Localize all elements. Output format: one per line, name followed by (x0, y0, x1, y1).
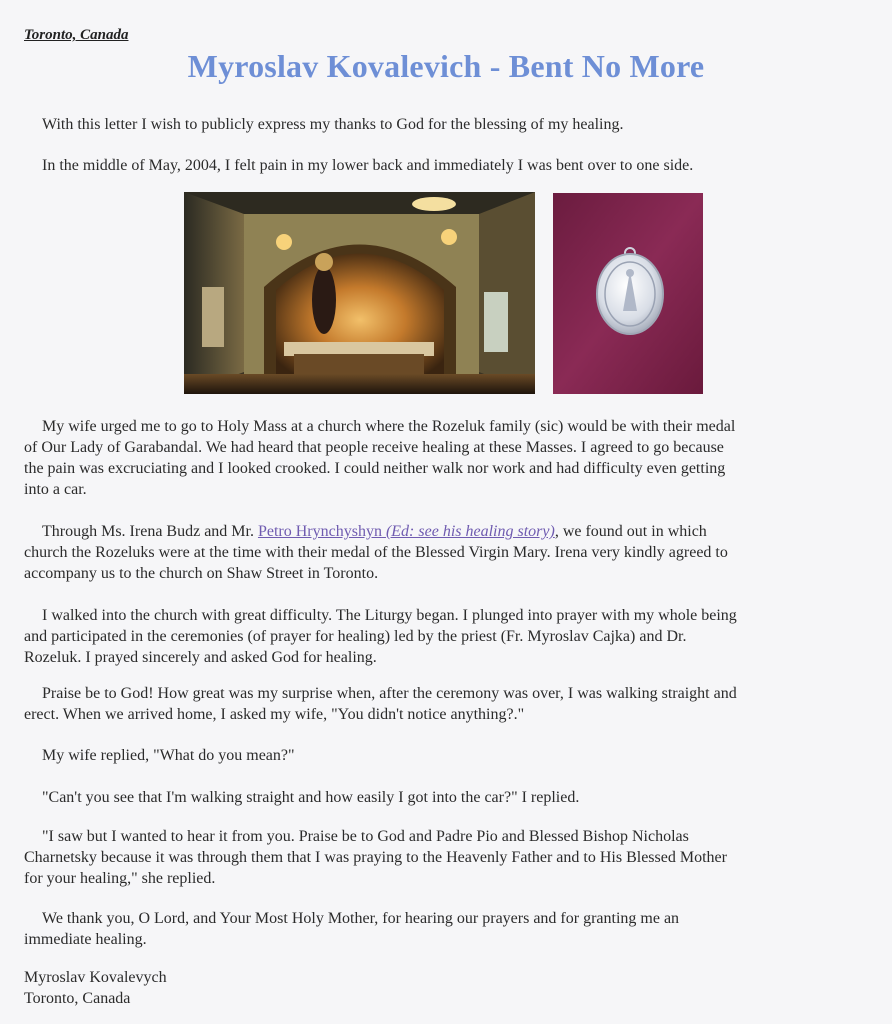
paragraph-1: With this letter I wish to publicly express my thanks to God for the blessing of my healing. (42, 116, 624, 133)
miraculous-medal-photo (553, 193, 703, 394)
paragraph-5: I walked into the church with great difficulty. The Liturgy began. I plunged into prayer with my whole being and participated in the ceremonies (of prayer for healing) led by the priest (Fr. Myroslav Cajka) and Dr. Rozeluk. I prayed sincerely and asked God for healing. (24, 607, 737, 666)
paragraph-3: My wife urged me to go to Holy Mass at a church where the Rozeluk family (sic) would be with their medal of Our Lady of Garabandal. We had heard that people receive healing at these Masses. I agreed to go because the pain was excruciating and I looked crooked. I could neither walk nor work and had difficulty even getting into a car. (24, 418, 736, 498)
page-title: Myroslav Kovalevich - Bent No More (187, 48, 705, 84)
paragraph-2: In the middle of May, 2004, I felt pain in my lower back and immediately I was bent over to one side. (42, 157, 694, 174)
signature-name: Myroslav Kovalevych (24, 969, 167, 986)
signature-place: Toronto, Canada (24, 990, 131, 1007)
location-heading: Toronto, Canada (24, 27, 129, 43)
signature-block (24, 967, 864, 1009)
church-interior-icon (184, 192, 535, 394)
paragraph-6: Praise be to God! How great was my surprise when, after the ceremony was over, I was walking straight and erect. When we arrived home, I asked my wife, "You didn't notice anything?." (24, 685, 737, 723)
medal-icon (553, 193, 703, 394)
paragraph-4: Through Ms. Irena Budz and Mr. Petro Hrynchyshyn (Ed: see his healing story), we found out in which church the Rozeluks were at the time with their medal of the Blessed Virgin Mary. Irena very kindly agreed to accompany us to the church on Shaw Street in Toronto. (24, 523, 728, 582)
paragraph-10: We thank you, O Lord, and Your Most Holy Mother, for hearing our prayers and for granting me an immediate healing. (24, 910, 680, 948)
paragraph-7: My wife replied, "What do you mean?" (42, 747, 295, 764)
paragraph-8: "Can't you see that I'm walking straight and how easily I got into the car?" I replied. (42, 789, 580, 806)
church-interior-photo (184, 192, 535, 394)
healing-story-link[interactable]: Petro Hrynchyshyn (Ed: see his healing story) (257, 523, 555, 540)
paragraph-9: "I saw but I wanted to hear it from you. Praise be to God and Padre Pio and Blessed Bishop Nicholas Charnetsky because it was through them that I was praying to the Heavenly Father and to His Blessed Mother for your healing," she replied. (24, 828, 727, 887)
